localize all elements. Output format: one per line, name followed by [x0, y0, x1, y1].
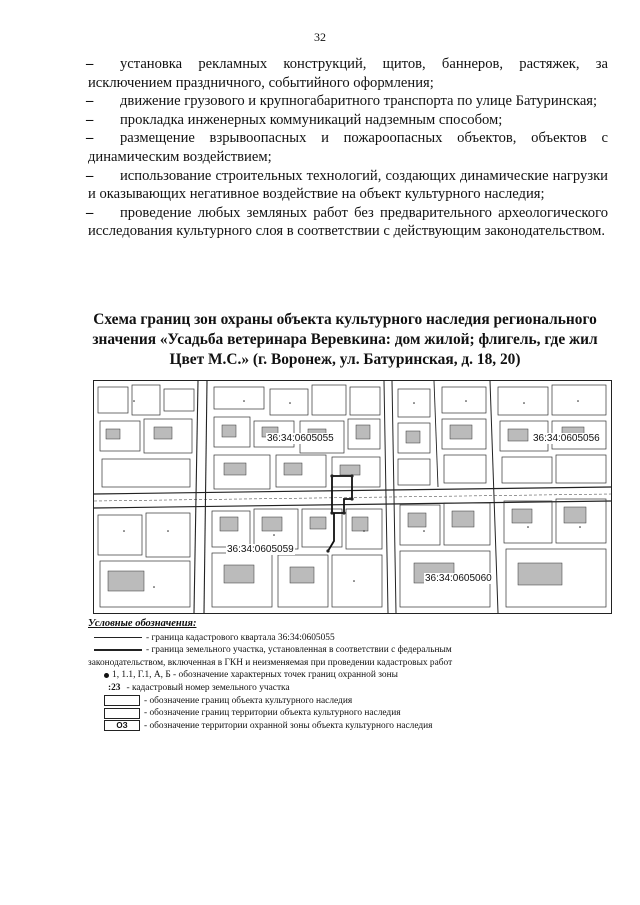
map-drawing	[94, 381, 611, 613]
restriction-item	[88, 167, 608, 204]
list-dash: –	[86, 93, 94, 110]
legend-text: - обозначение границ территории объекта культурного наследия	[144, 708, 401, 719]
heritage-object-box-symbol	[104, 695, 140, 706]
legend-item	[88, 707, 608, 720]
legend-item	[88, 644, 608, 657]
legend-item	[88, 695, 608, 708]
legend-item	[88, 720, 608, 733]
cadastral-label-0605055: 36:34:0605055	[267, 433, 334, 444]
heritage-territory-box-symbol	[104, 708, 140, 719]
scheme-heading: Схема границ зон охраны объекта культурного наследия регионального значения «Усадьба ветеринара Веревкина: дом жилой; флигель, где жил Цвет М.С.» (г. Воронеж, ул. Батуринская, д. 18, 20)	[92, 311, 598, 368]
restriction-item	[88, 92, 608, 111]
restriction-item	[88, 55, 608, 92]
legend-item	[88, 657, 608, 670]
legend-text: - граница земельного участка, установленная в соответствии с федеральным	[146, 645, 452, 656]
point-dot-icon	[104, 673, 109, 678]
legend-item	[88, 632, 608, 645]
legend-text: 1, 1.1, Г.1, А, Б - обозначение характерных точек границ охранной зоны	[112, 670, 398, 681]
legend-item	[88, 669, 608, 682]
cadastral-label-0605056: 36:34:0605056	[533, 433, 600, 444]
legend-text: - обозначение границ объекта культурного наследия	[144, 695, 353, 706]
restrictions-list	[88, 55, 608, 241]
page-number: 32	[314, 30, 326, 44]
restriction-text: проведение любых земляных работ без предварительного археологического исследования культурного слоя в соответствии с действующим законодательством.	[88, 204, 608, 240]
restriction-text: движение грузового и крупногабаритного транспорта по улице Батуринская;	[120, 93, 598, 110]
restriction-text: использование строительных технологий, создающих динамические нагрузки и оказывающих негативное воздействие на объект культурного наследия;	[88, 167, 608, 203]
list-dash: –	[86, 56, 94, 72]
restriction-text: прокладка инженерных коммуникаций надземным способом;	[120, 111, 503, 128]
list-dash: –	[86, 130, 94, 147]
cadastral-label-0605060: 36:34:0605060	[425, 573, 492, 584]
legend-text: законодательством, включенная в ГКН и неизменяемая при проведении кадастровых работ	[88, 657, 453, 668]
legend-text: - кадастровый номер земельного участка	[126, 682, 290, 693]
cadastral-label-0605059: 36:34:0605059	[227, 544, 294, 555]
restriction-item	[88, 129, 608, 166]
legend-text: - обозначение территории охранной зоны объекта культурного наследия	[144, 720, 433, 731]
quarter-boundary-symbol	[94, 637, 142, 638]
restriction-item	[88, 111, 608, 130]
parcel-number-marker: :23	[108, 682, 121, 693]
restriction-item	[88, 204, 608, 241]
map-legend	[88, 618, 608, 732]
list-dash: –	[86, 204, 94, 221]
legend-item	[88, 682, 608, 695]
list-dash: –	[86, 111, 94, 128]
restriction-text: установка рекламных конструкций, щитов, баннеров, растяжек, за исключением праздничного, событийного оформления;	[88, 56, 608, 91]
restriction-text: размещение взрывоопасных и пожароопасных объектов, объектов с динамическим воздействием;	[88, 130, 608, 165]
list-dash: –	[86, 167, 94, 184]
legend-text: - граница кадастрового квартала 36:34:0605055	[146, 632, 335, 643]
parcel-boundary-symbol	[94, 649, 142, 651]
protection-zone-box-symbol: ОЗ	[104, 720, 140, 731]
cadastral-map	[93, 380, 612, 614]
legend-title: Условные обозначения:	[88, 618, 197, 629]
